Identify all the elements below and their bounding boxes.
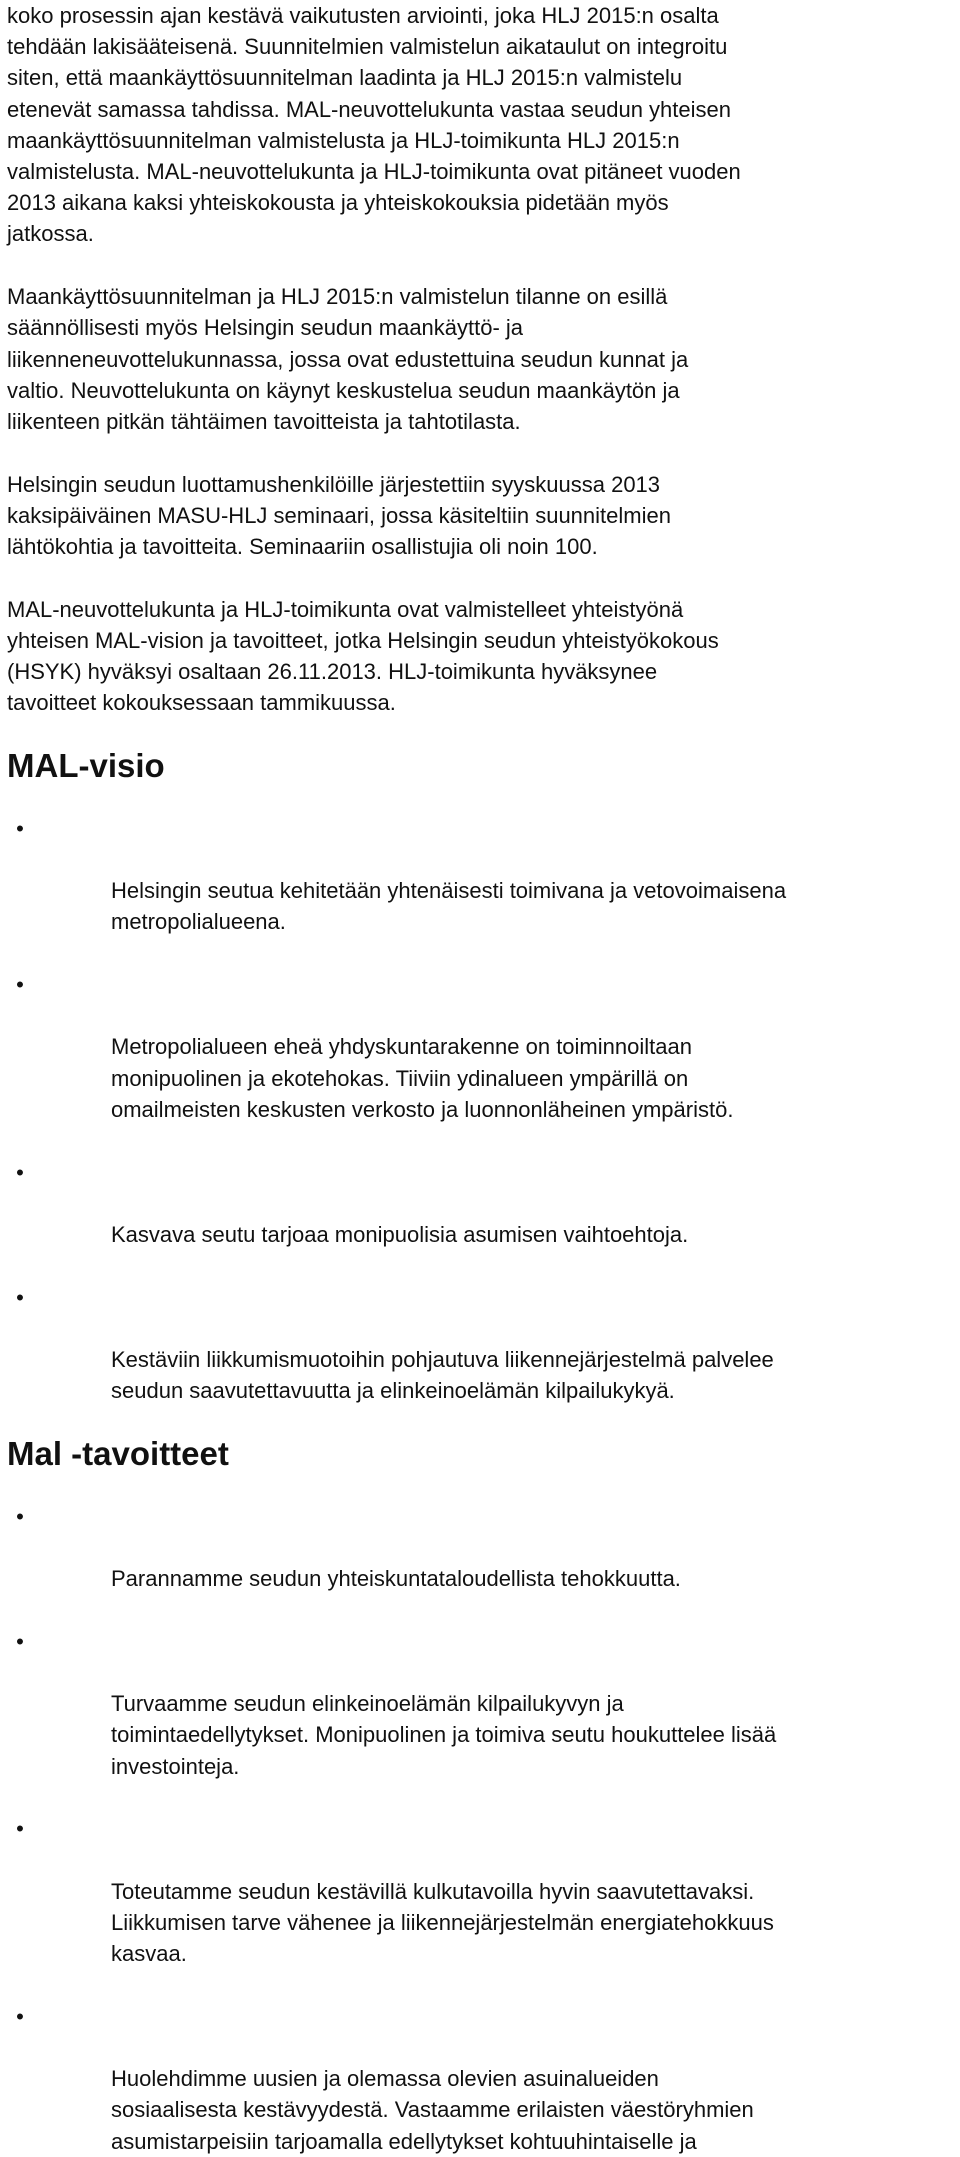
paragraph-gap bbox=[7, 719, 952, 751]
section-heading-mal-visio: MAL-visio bbox=[7, 747, 165, 785]
goal-item-text: Toteutamme seudun kestävillä kulkutavoilla hyvin saavutettavaksi. Liikkumisen tarve vähenee ja liikennejärjestelmän energiatehokkuus kasvaa. bbox=[111, 1878, 774, 1967]
vision-list-item bbox=[7, 1157, 952, 1251]
list-gap bbox=[7, 1250, 952, 1282]
list-gap bbox=[7, 1125, 952, 1157]
paragraph-seminar: Helsingin seudun luottamushenkilöille järjestettiin syyskuussa 2013 kaksipäiväinen MASU-HLJ seminaari, jossa käsiteltiin suunnitelmien lähtökohtia ja tavoitteita. Seminaariin osallistujia oli noin 100. bbox=[7, 471, 671, 560]
document-page bbox=[7, 0, 952, 2157]
goal-item-text: Huolehdimme uusien ja olemassa olevien asuinalueiden sosiaalisesta kestävyydestä. Vastaamme erilaisten väestöryhmien asumistarpeisiin tarjoamalla edellytykset kohtuuhintaiselle ja bbox=[111, 2066, 754, 2154]
bullet-icon: • bbox=[16, 1284, 24, 1310]
section-heading-mal-tavoitteet: Mal -tavoitteet bbox=[7, 1435, 229, 1473]
list-gap bbox=[7, 1969, 952, 2001]
bullet-icon: • bbox=[16, 815, 24, 841]
bullet-icon: • bbox=[16, 972, 24, 998]
paragraph-gap bbox=[7, 250, 952, 282]
bullet-icon: • bbox=[16, 1628, 24, 1654]
paragraph-advisory-board: Maankäyttösuunnitelman ja HLJ 2015:n valmistelun tilanne on esillä säännöllisesti myös Helsingin seudun maankäyttö- ja liikenneneuvottelukunnassa, jossa ovat edustettuina seudun kunnat ja valtio. Neuvottelukunta on käynyt keskustelua seudun maankäytön ja liikenteen pitkän tähtäimen tavoitteista ja tahtotilasta. bbox=[7, 284, 689, 434]
vision-list-item bbox=[7, 813, 952, 938]
vision-item-text: Metropolialueen eheä yhdyskuntarakenne on toiminnoiltaan monipuolinen ja ekotehokas. Tiiviin ydinalueen ympärillä on omailmeisten keskusten verkosto ja luonnonläheinen ympäristö. bbox=[111, 1034, 734, 1122]
list-gap bbox=[7, 938, 952, 970]
bullet-icon: • bbox=[16, 1503, 24, 1529]
goal-item-text: Parannamme seudun yhteiskuntataloudellista tehokkuutta. bbox=[111, 1566, 681, 1592]
vision-item-text: Helsingin seutua kehitetään yhtenäisesti toimivana ja vetovoimaisena metropolialueena. bbox=[111, 878, 787, 935]
bullet-icon: • bbox=[16, 2003, 24, 2029]
goal-list-item bbox=[7, 1813, 952, 1969]
goal-list-item bbox=[7, 1626, 952, 1782]
goal-item-text: Turvaamme seudun elinkeinoelämän kilpailukyvyn ja toimintaedellytykset. Monipuolinen ja toimiva seutu houkuttelee lisää investointeja. bbox=[111, 1691, 777, 1779]
paragraph-gap bbox=[7, 437, 952, 469]
paragraph-gap bbox=[7, 562, 952, 594]
goal-list-item bbox=[7, 1501, 952, 1595]
heading-gap bbox=[7, 781, 952, 813]
vision-list-item bbox=[7, 1282, 952, 1407]
paragraph-assessment-process: koko prosessin ajan kestävä vaikutusten arviointi, joka HLJ 2015:n osalta tehdään lakisääteisenä. Suunnitelmien valmistelun aikataulut on integroitu siten, että maankäyttösuunnitelman laadinta ja HLJ 2015:n valmistelu etenevät samassa tahdissa. MAL-neuvottelukunta vastaa seudun yhteisen maankäyttösuunnitelman valmistelusta ja HLJ-toimikunta HLJ 2015:n valmistelusta. MAL-neuvottelukunta ja HLJ-toimikunta ovat pitäneet vuoden 2013 aikana kaksi yhteiskokousta ja yhteiskokouksia pidetään myös jatkossa. bbox=[7, 3, 741, 247]
vision-bullet-list bbox=[7, 813, 952, 1407]
vision-list-item bbox=[7, 969, 952, 1125]
paragraph-vision-approval: MAL-neuvottelukunta ja HLJ-toimikunta ovat valmistelleet yhteistyönä yhteisen MAL-vision ja tavoitteet, jotka Helsingin seudun yhteistyökokous (HSYK) hyväksyi osaltaan 26.11.2013. HLJ-toimikunta hyväksynee tavoitteet kokouksessaan tammikuussa. bbox=[7, 596, 719, 716]
goal-list-item bbox=[7, 2001, 952, 2157]
section-gap bbox=[7, 1407, 952, 1439]
bullet-icon: • bbox=[16, 1816, 24, 1842]
list-gap bbox=[7, 1594, 952, 1626]
bullet-icon: • bbox=[16, 1159, 24, 1185]
vision-item-text: Kestäviin liikkumismuotoihin pohjautuva liikennejärjestelmä palvelee seudun saavutettavuutta ja elinkeinoelämän kilpailukykyä. bbox=[111, 1347, 774, 1404]
vision-item-text: Kasvava seutu tarjoaa monipuolisia asumisen vaihtoehtoja. bbox=[111, 1222, 689, 1247]
list-gap bbox=[7, 1782, 952, 1814]
goals-bullet-list bbox=[7, 1501, 952, 2157]
heading-gap bbox=[7, 1469, 952, 1501]
